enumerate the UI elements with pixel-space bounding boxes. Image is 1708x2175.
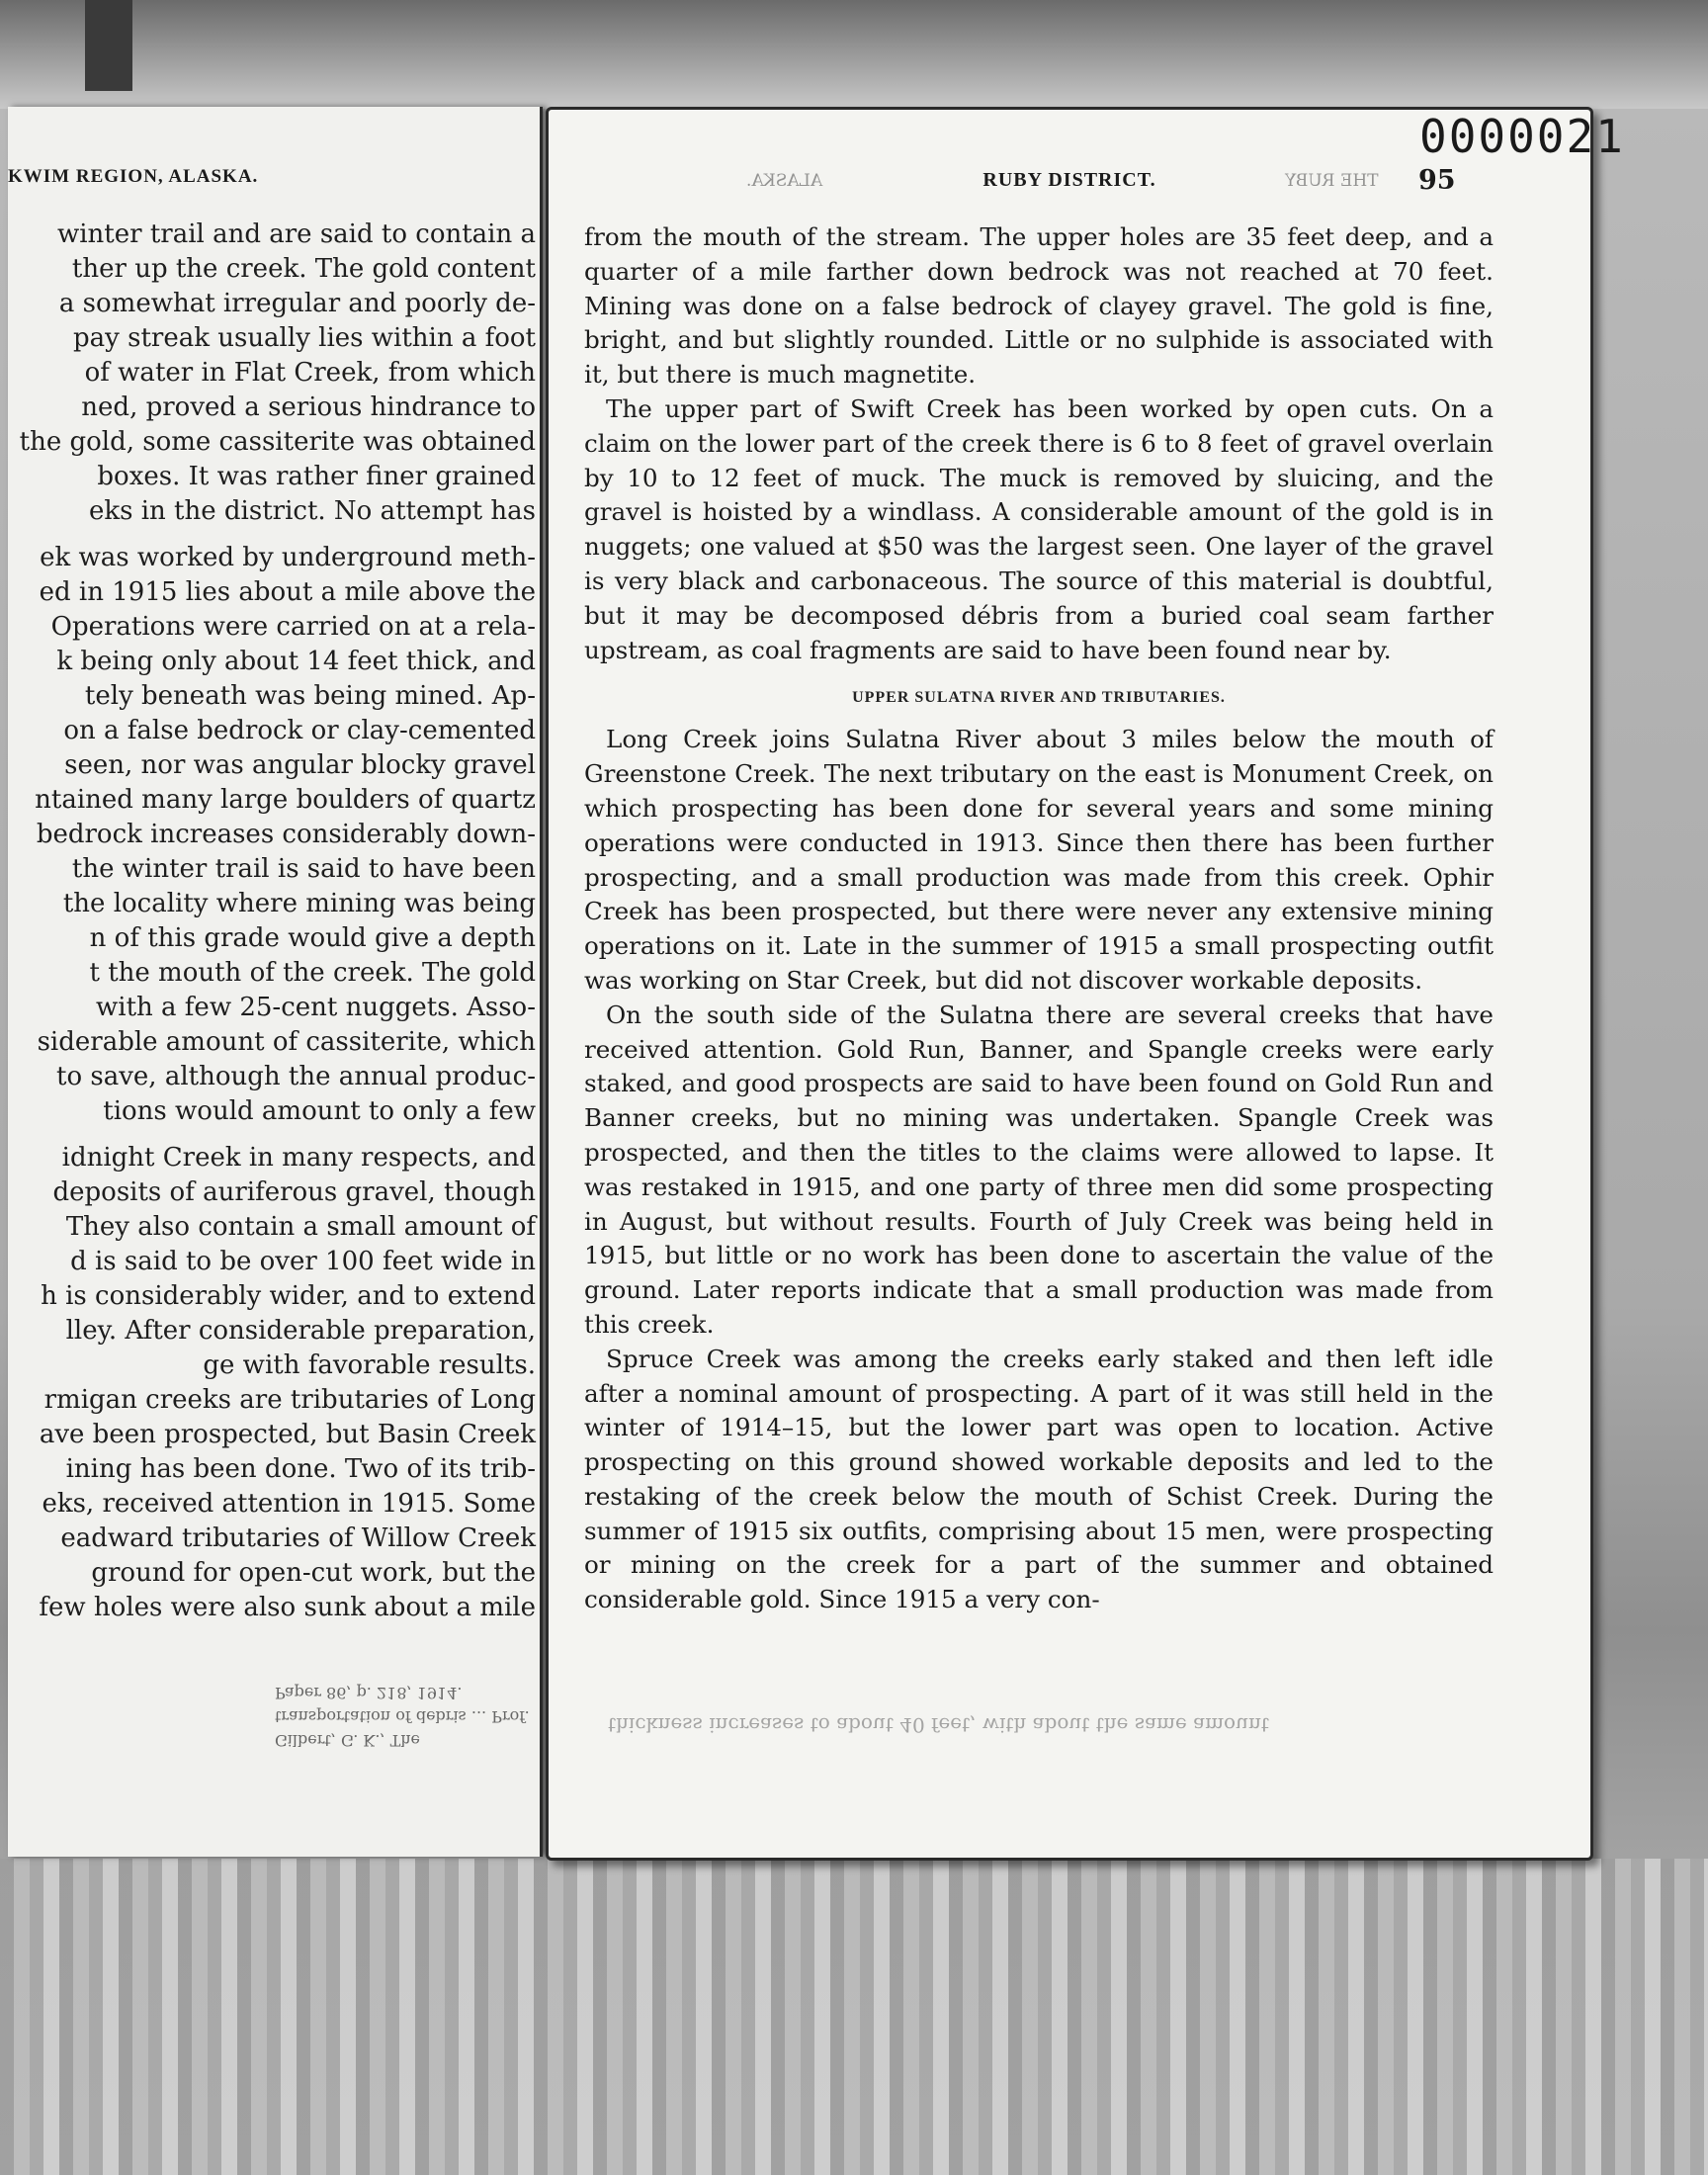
- left-text-line: with a few 25-cent nuggets. Asso-: [96, 993, 536, 1022]
- scan-background-bottom: [0, 1859, 1708, 2175]
- left-text-line: t the mouth of the creek. The gold: [89, 958, 536, 988]
- left-text-line: siderable amount of cassiterite, which: [37, 1027, 536, 1057]
- left-text-line: ek was worked by underground meth-: [40, 543, 536, 572]
- binding-tab: [85, 0, 132, 91]
- paragraph: Spruce Creek was among the creeks early staked and then left idle after a nominal amount of prospecting. A part of it was still held in the winter of 1914–15, but the lower part was open to location. Active prospecting on this ground showed workable deposits and led to the restaking of the creek below the mouth of Schist Creek. During the summer of 1915 six outfits, comprising about 15 men, were prospecting or mining on the creek for a part of the summer and obtained considerable gold. Since 1915 a very con-: [584, 1344, 1494, 1614]
- left-text-line: ground for open-cut work, but the: [91, 1558, 536, 1588]
- left-text-line: They also contain a small amount of: [65, 1212, 536, 1242]
- left-text-line: h is considerably wider, and to extend: [41, 1281, 536, 1311]
- section-heading: UPPER SULATNA RIVER AND TRIBUTARIES.: [852, 689, 1226, 707]
- left-text-line: ining has been done. Two of its trib-: [65, 1454, 536, 1484]
- right-page: [546, 107, 1625, 1861]
- left-text-line: ed in 1915 lies about a mile above the: [39, 577, 536, 607]
- left-text-line: few holes were also sunk about a mile: [39, 1593, 536, 1622]
- left-text-line: rmigan creeks are tributaries of Long: [43, 1385, 536, 1415]
- left-text-line: [8, 529, 536, 541]
- left-text-line: seen, nor was angular blocky gravel: [64, 750, 536, 780]
- left-text-line: a somewhat irregular and poorly de-: [58, 289, 536, 318]
- right-running-head: RUBY DISTRICT.: [982, 169, 1156, 191]
- paragraph: Long Creek joins Sulatna River about 3 miles below the mouth of Greenstone Creek. The next tributary on the east is Monument Creek, on which prospecting has been done for several years and some mining operations were conducted in 1913. Since then there has been further prospecting, and a small production was made from this creek. Ophir Creek has been prospected, but there were never any extensive mining operations on it. Late in the summer of 1915 a small prospecting outfit was working on Star Creek, but did not discover workable deposits.: [584, 725, 1494, 995]
- left-text-line: the gold, some cassiterite was obtained: [19, 427, 536, 457]
- left-text-line: the winter trail is said to have been: [71, 854, 536, 884]
- left-text-line: to save, although the annual produc-: [56, 1062, 536, 1091]
- paragraph: On the south side of the Sulatna there are several creeks that have received attention. Gold Run, Banner, and Spangle creeks were early staked, and good prospects are said to have been found on Gold Run and Banner creeks, but no mining was undertaken. Spangle Creek was prospected, and then the titles to the claims were allowed to lapse. It was restaked in 1915, and one party of three men did some prospecting in August, but without results. Fourth of July Creek was being held in 1915, but little or no work has been done to ascertain the value of the ground. Later reports indicate that a small production was made from this creek.: [584, 1000, 1494, 1339]
- left-page-text: [8, 218, 536, 1625]
- left-page: [8, 107, 543, 1857]
- left-text-line: boxes. It was rather finer grained: [97, 462, 536, 491]
- left-text-line: eks, received attention in 1915. Some: [42, 1489, 536, 1519]
- left-text-line: Operations were carried on at a rela-: [50, 612, 536, 642]
- left-text-line: k being only about 14 feet thick, and: [56, 647, 536, 676]
- right-page-body: [584, 220, 1494, 1617]
- left-text-line: lley. After considerable preparation,: [65, 1316, 536, 1346]
- left-text-line: ned, proved a serious hindrance to: [81, 392, 536, 422]
- left-text-line: tely beneath was being mined. Ap-: [84, 681, 536, 711]
- left-text-line: ave been prospected, but Basin Creek: [39, 1420, 536, 1449]
- left-text-line: n of this grade would give a depth: [89, 923, 536, 953]
- paragraph: The upper part of Swift Creek has been worked by open cuts. On a claim on the lower part of the creek there is 6 to 8 feet of gravel overlain by 10 to 12 feet of muck. The muck is removed by sluicing, and the gravel is hoisted by a windlass. A considerable amount of the gold is in nuggets; one valued at $50 was the largest seen. One layer of the gravel is very black and carbonaceous. The source of this material is doubtful, but it may be decomposed débris from a buried coal seam farther upstream, as coal fragments are said to have been found near by.: [584, 393, 1494, 664]
- page-number: 95: [1418, 165, 1456, 196]
- left-text-line: ge with favorable results.: [203, 1350, 536, 1380]
- left-text-line: ntained many large boulders of quartz: [35, 785, 536, 815]
- left-text-line: idnight Creek in many respects, and: [61, 1143, 536, 1173]
- left-text-line: [8, 1129, 536, 1141]
- left-text-line: on a false bedrock or clay-cemented: [63, 716, 536, 745]
- paragraph: from the mouth of the stream. The upper holes are 35 feet deep, and a quarter of a mile farther down bedrock was not reached at 70 feet. Mining was done on a false bedrock of clayey gravel. The gold is fine, bright, and but slightly rounded. Little or no sulphide is associated with it, but there is much magnetite.: [584, 222, 1494, 390]
- left-footnote: Gilbert, G. K., The transportation of debris ... Prof. Paper 86, p. 218, 1914.: [275, 1684, 530, 1750]
- scan-background-top: [0, 0, 1708, 109]
- left-text-line: winter trail and are said to contain a: [56, 219, 536, 249]
- bleedthrough-text: thickness increases to about 40 feet, with about the same amount: [608, 1713, 1269, 1737]
- left-text-line: eadward tributaries of Willow Creek: [60, 1523, 536, 1553]
- left-text-line: of water in Flat Creek, from which: [84, 358, 536, 388]
- left-text-line: pay streak usually lies within a foot: [73, 323, 536, 353]
- left-text-line: the locality where mining was being: [62, 889, 536, 918]
- left-text-line: eks in the district. No attempt has: [88, 496, 536, 526]
- stamp-number: 0000021: [1419, 110, 1625, 163]
- left-text-line: d is said to be over 100 feet wide in: [70, 1247, 536, 1276]
- bleedthrough-head-right: THE RUBY: [1285, 171, 1379, 191]
- left-text-line: ther up the creek. The gold content: [71, 254, 536, 284]
- left-text-line: bedrock increases considerably down-: [36, 820, 536, 849]
- left-text-line: tions would amount to only a few: [103, 1096, 536, 1126]
- left-text-line: deposits of auriferous gravel, though: [52, 1177, 536, 1207]
- bleedthrough-head-left: ALASKA.: [746, 171, 823, 191]
- left-running-head: KWIM REGION, ALASKA.: [8, 166, 259, 187]
